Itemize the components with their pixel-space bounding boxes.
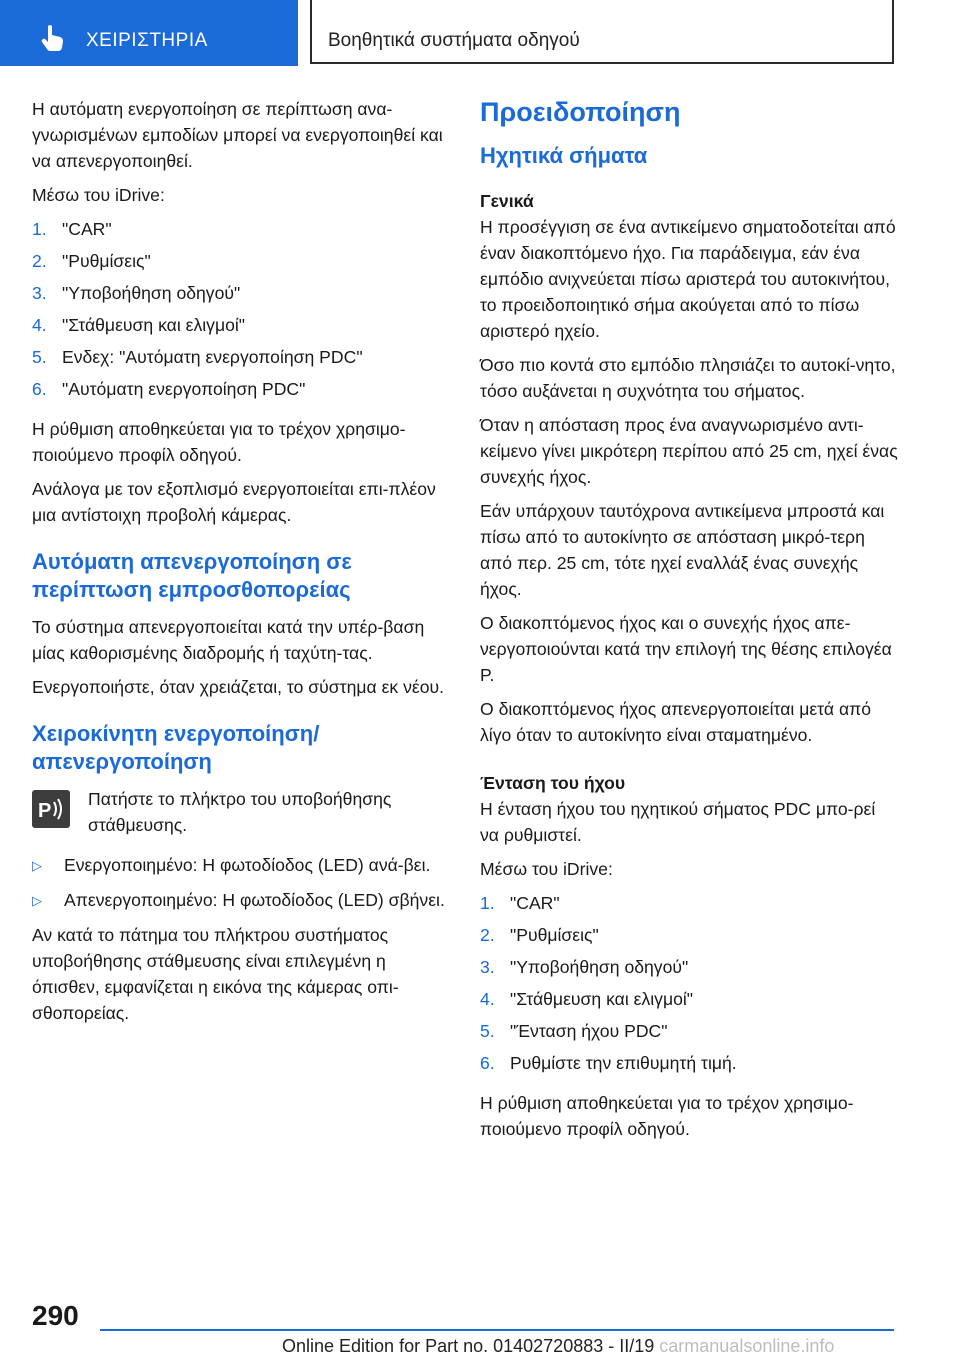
bullet-text: Απενεργοποιημένο: Η φωτοδίοδος (LED) σβήνει. (64, 890, 445, 910)
step-number: 4. (32, 315, 47, 335)
list-item (32, 344, 450, 376)
volume-text: Η ένταση ήχου του ηχητικού σήματος PDC μπο-ρεί να ρυθμιστεί. (480, 799, 876, 845)
saved-note: Η ρύθμιση αποθηκεύεται για το τρέχον χρησιμο-ποιούμενο προφίλ οδηγού. (32, 419, 406, 465)
step-text: Ενδεχ: "Αυτόματη ενεργοποίηση PDC" (62, 347, 363, 367)
general-text-5: Ο διακοπτόμενος ήχος και ο συνεχής ήχος απε-νεργοποιούνται κατά την επιλογή της θέσης επιλογέα P. (480, 613, 892, 685)
via-idrive: Μέσω του iDrive: (32, 185, 165, 205)
heading-volume: Ένταση του ήχου (480, 773, 626, 793)
triangle-bullet-icon: ▷ (32, 893, 42, 908)
step-number: 2. (480, 925, 495, 945)
right-column (480, 96, 898, 1150)
auto-off-text-2: Ενεργοποιήστε, όταν χρειάζεται, το σύστημα εκ νέου. (32, 677, 445, 697)
saved-note: Η ρύθμιση αποθηκεύεται για το τρέχον χρησιμο-ποιούμενο προφίλ οδηγού. (480, 1093, 854, 1139)
list-item (480, 1018, 898, 1050)
step-text: "Ρυθμίσεις" (510, 925, 599, 945)
heading-auto-off: Αυτόματη απενεργοποίηση σε περίπτωση εμπροσθοπορείας (32, 549, 352, 602)
bullet-text: Ενεργοποιημένο: Η φωτοδίοδος (LED) ανά-βει. (64, 855, 431, 875)
list-item (480, 1050, 898, 1082)
edition-text: Online Edition for Part no. 01402720883 - II/19 (282, 1336, 655, 1356)
list-item (32, 376, 450, 408)
step-number: 3. (32, 283, 47, 303)
heading-general: Γενικά (480, 191, 534, 211)
general-text-6: Ο διακοπτόμενος ήχος απενεργοποιείται μετά από λίγο όταν το αυτοκίνητο είναι σταματημένο. (480, 699, 872, 745)
general-text-3: Όταν η απόσταση προς ένα αναγνωρισμένο αντι-κείμενο γίνει μικρότερη περίπου από 25 cm, ηχεί ένας συνεχής ήχος. (480, 415, 898, 487)
page-header (0, 0, 960, 68)
step-number: 5. (32, 347, 47, 367)
list-item (32, 248, 450, 280)
tab-controls-label: ΧΕΙΡΙΣΤΗΡΙΑ (86, 30, 208, 51)
footer-edition (282, 1336, 834, 1357)
step-number: 1. (480, 893, 495, 913)
step-text: "Στάθμευση και ελιγμοί" (62, 315, 246, 335)
step-text: "Ρυθμίσεις" (62, 251, 151, 271)
list-item (480, 922, 898, 954)
park-assist-button-icon (32, 790, 70, 828)
step-number: 1. (32, 219, 47, 239)
steps-list-volume (480, 890, 898, 1082)
section-title: Βοηθητικά συστήματα οδηγού (328, 30, 580, 51)
tab-controls[interactable] (0, 0, 298, 66)
list-item (480, 954, 898, 986)
press-button-row (32, 786, 450, 838)
step-text: "Ένταση ήχου PDC" (510, 1021, 668, 1041)
heading-manual: Χειροκίνητη ενεργοποίηση/ απενεργοποίηση (32, 721, 320, 774)
step-text: "CAR" (62, 219, 112, 239)
list-item (32, 312, 450, 344)
list-item (32, 216, 450, 248)
list-item (480, 890, 898, 922)
step-text: "Υποβοήθηση οδηγού" (62, 283, 241, 303)
step-text: "CAR" (510, 893, 560, 913)
step-text: Ρυθμίστε την επιθυμητή τιμή. (510, 1053, 737, 1073)
step-text: "Στάθμευση και ελιγμοί" (510, 989, 694, 1009)
step-text: "Αυτόματη ενεργοποίηση PDC" (62, 379, 306, 399)
list-item (480, 986, 898, 1018)
intro-text: Η αυτόματη ενεργοποίηση σε περίπτωση ανα-γνωρισμένων εμποδίων μπορεί να ενεργοποιηθεί και να απενεργοποιηθεί. (32, 99, 443, 171)
list-item (32, 887, 450, 914)
hand-pointer-icon (40, 24, 66, 52)
steps-list-auto (32, 216, 450, 408)
general-text-4: Εάν υπάρχουν ταυτόχρονα αντικείμενα μπροστά και πίσω από το αυτοκίνητο σε απόσταση μικρό-τερη από περ. 25 cm, τότε ηχεί εναλλάξ ένας συνεχής ήχος. (480, 501, 885, 599)
list-item (32, 280, 450, 312)
general-text-2: Όσο πιο κοντά στο εμπόδιο πλησιάζει το αυτοκί-νητο, τόσο αυξάνεται η συχνότητα του σήματος. (480, 355, 896, 401)
svg-text:P: P (38, 800, 52, 822)
step-number: 4. (480, 989, 495, 1009)
section-tab (310, 0, 894, 64)
via-idrive: Μέσω του iDrive: (480, 859, 613, 879)
watermark-site: carmanualsonline.info (659, 1336, 835, 1356)
left-column (32, 96, 450, 1034)
list-item (32, 852, 450, 879)
step-number: 6. (480, 1053, 495, 1073)
step-number: 3. (480, 957, 495, 977)
triangle-bullet-icon: ▷ (32, 858, 42, 873)
step-number: 5. (480, 1021, 495, 1041)
footer-divider (100, 1329, 894, 1331)
pdc-glyph-icon (32, 790, 70, 828)
heading-warning: Προειδοποίηση (480, 97, 681, 127)
step-text: "Υποβοήθηση οδηγού" (510, 957, 689, 977)
step-number: 2. (32, 251, 47, 271)
page-number: 290 (32, 1300, 79, 1331)
led-bullets (32, 852, 450, 914)
auto-off-text-1: Το σύστημα απενεργοποιείται κατά την υπέρ-βαση μίας καθορισμένης διαδρομής ή ταχύτη-τας. (32, 617, 425, 663)
step-number: 6. (32, 379, 47, 399)
camera-note: Ανάλογα με τον εξοπλισμό ενεργοποιείται επι-πλέον μια αντίστοιχη προβολή κάμερας. (32, 479, 436, 525)
heading-signals: Ηχητικά σήματα (480, 143, 648, 168)
reverse-note: Αν κατά το πάτημα του πλήκτρου συστήματος υποβοήθησης στάθμευσης είναι επιλεγμένη η όπισθεν, εμφανίζεται η εικόνα της κάμερας οπι-σθοπορείας. (32, 925, 399, 1023)
general-text-1: Η προσέγγιση σε ένα αντικείμενο σηματοδοτείται από έναν διακοπτόμενο ήχο. Για παράδειγμα, εάν ένα εμπόδιο ανιχνεύεται πίσω αριστερά του αυτοκινήτου, το προειδοποιητικό σήμα ακούγεται από το πίσω αριστερό ηχείο. (480, 217, 896, 341)
press-text: Πατήστε το πλήκτρο του υποβοήθησης στάθμευσης. (88, 789, 392, 835)
